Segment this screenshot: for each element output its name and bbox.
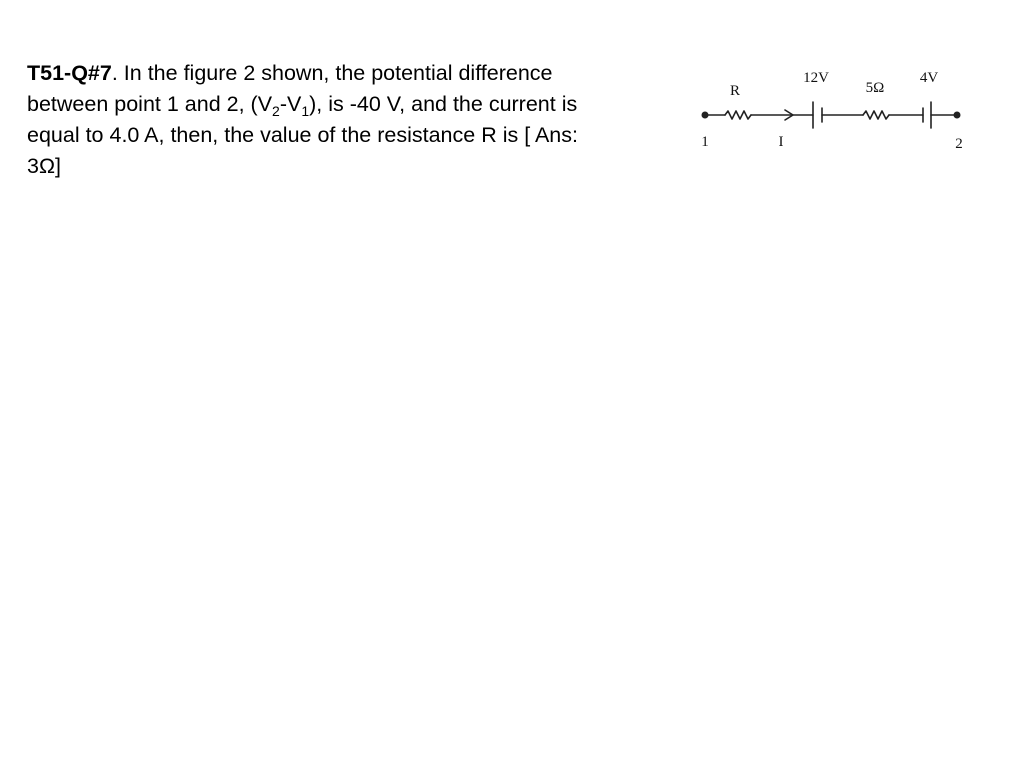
ohm-symbol: Ω [38, 154, 56, 178]
terminal-1-dot [702, 112, 709, 119]
subscript-1: 1 [301, 103, 310, 119]
label-5ohm: 5Ω [865, 80, 885, 96]
terminal-2-dot [954, 112, 961, 119]
resistor-r-icon [725, 111, 751, 119]
question-text [27, 58, 587, 182]
label-r: R [729, 83, 741, 99]
question-part-4: ] [55, 154, 62, 178]
question-id: T51-Q#7 [27, 61, 112, 85]
label-12v: 12V [803, 70, 829, 86]
label-2: 2 [955, 136, 963, 152]
resistor-5ohm-icon [863, 111, 889, 119]
circuit-diagram [695, 60, 975, 160]
subscript-2: 2 [272, 103, 280, 119]
label-4v: 4V [919, 70, 939, 86]
question-part-2: -V [279, 92, 302, 116]
question-part-3: ), is -40 V, and the current is equal to 4.0 A, then, the value of the resistance R is [ Ans: 3 [27, 92, 578, 178]
label-1: 1 [701, 134, 709, 150]
question-part-1: . In the figure 2 shown, the potential difference between point 1 and 2, (V [27, 61, 553, 116]
label-i: I [778, 134, 784, 150]
